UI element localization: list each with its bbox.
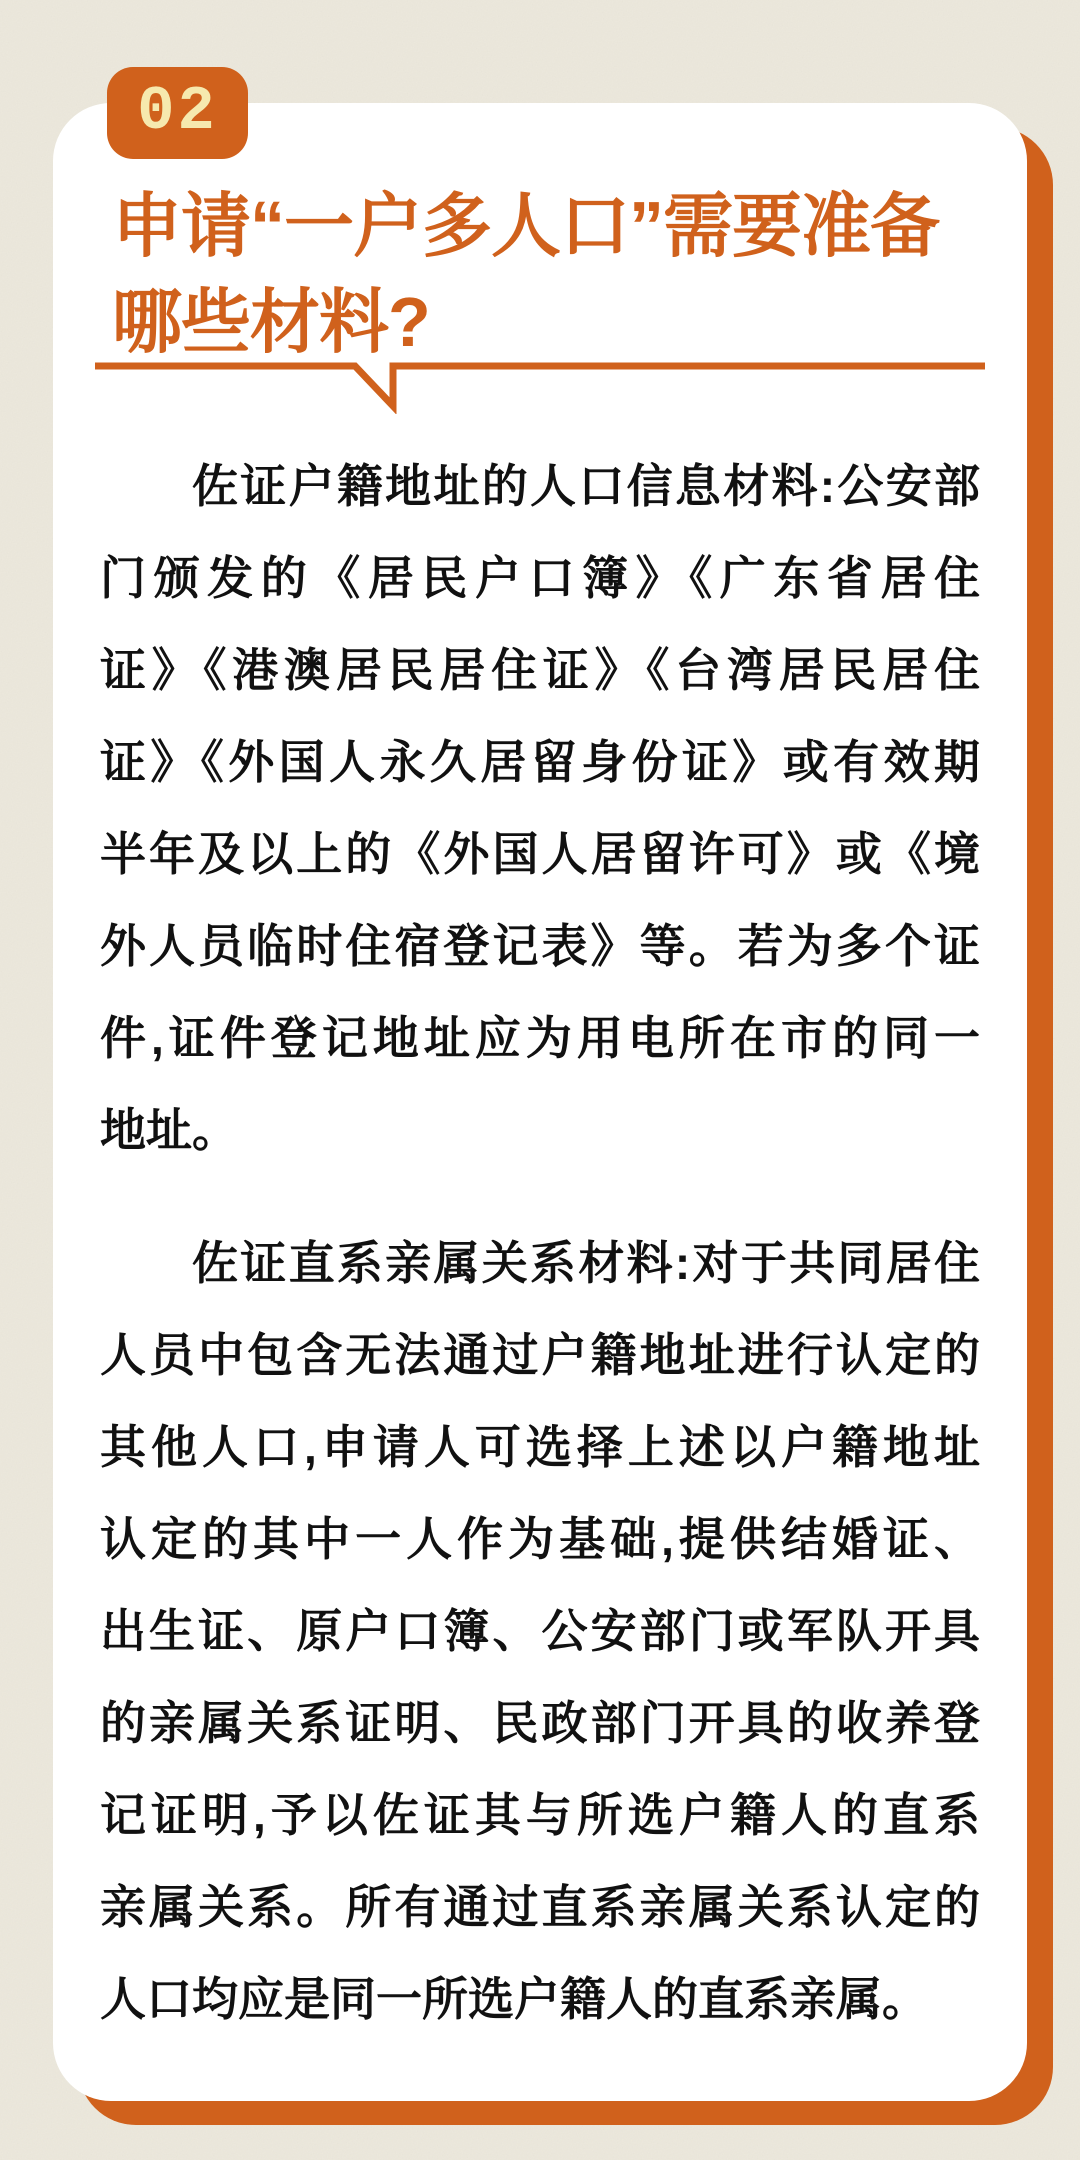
- body-line: 佐证直系亲属关系材料:对于共同居住: [192, 1237, 980, 1289]
- body-line: 证》《外国人永久居留身份证》或有效期: [100, 736, 980, 788]
- title-divider-with-notch: [95, 362, 990, 414]
- body-line: 出生证、原户口簿、公安部门或军队开具: [100, 1605, 980, 1657]
- section-number-label: 02: [137, 75, 218, 147]
- body-line: 人口均应是同一所选户籍人的直系亲属。: [100, 1973, 928, 2025]
- body-line: 认定的其中一人作为基础,提供结婚证、: [100, 1513, 980, 1565]
- section-title-line-1: 申请“一户多人口”需要准备: [112, 187, 939, 265]
- section-title: [112, 178, 1002, 370]
- body-line: 外人员临时住宿登记表》等。若为多个证: [100, 920, 980, 972]
- body-line: 地址。: [100, 1104, 238, 1156]
- section-title-line-2: 哪些材料?: [112, 283, 430, 361]
- body-line: 佐证户籍地址的人口信息材料:公安部: [192, 460, 980, 512]
- body-line: 半年及以上的《外国人居留许可》或《境: [100, 828, 980, 880]
- body-line: 记证明,予以佐证其与所选户籍人的直系: [100, 1789, 980, 1841]
- body-line: 证》《港澳居民居住证》《台湾居民居住: [100, 644, 980, 696]
- body-line: 亲属关系。所有通过直系亲属关系认定的: [100, 1881, 980, 1933]
- section-number-badge: [107, 67, 248, 159]
- paragraph-direct-relative-materials: [100, 1217, 980, 2045]
- paragraph-household-address-materials: [100, 440, 980, 1176]
- body-line: 其他人口,申请人可选择上述以户籍地址: [100, 1421, 980, 1473]
- body-line: 人员中包含无法通过户籍地址进行认定的: [100, 1329, 980, 1381]
- body-line: 的亲属关系证明、民政部门开具的收养登: [100, 1697, 980, 1749]
- body-line: 件,证件登记地址应为用电所在市的同一: [100, 1012, 980, 1064]
- body-text: [100, 440, 980, 2045]
- body-line: 门颁发的《居民户口簿》《广东省居住: [100, 552, 980, 604]
